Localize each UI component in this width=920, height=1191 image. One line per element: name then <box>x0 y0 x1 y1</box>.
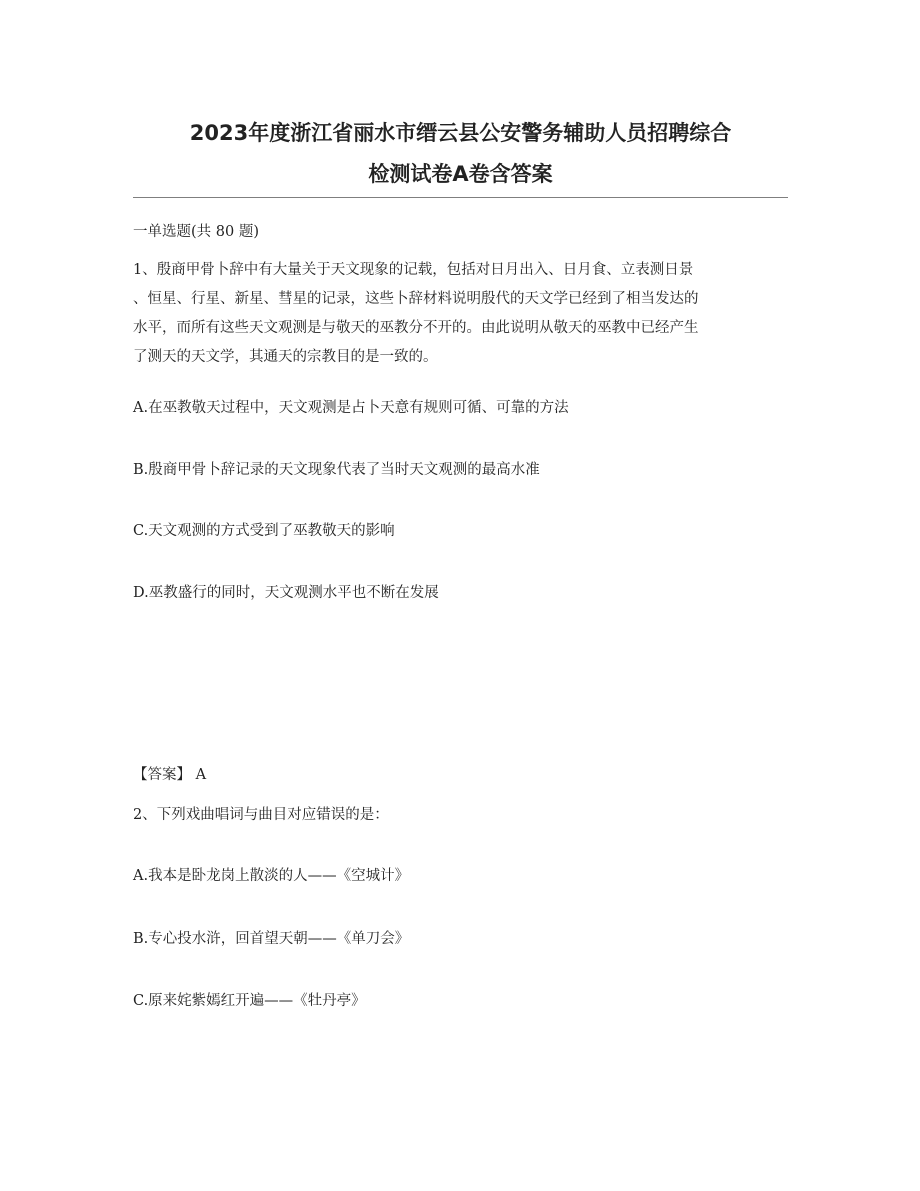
section-heading: 一单选题(共 80 题) <box>133 224 259 240</box>
title-divider <box>133 197 788 198</box>
question-2-option-a: A.我本是卧龙岗上散淡的人——《空城计》 <box>133 868 410 884</box>
question-1-answer: 【答案】 A <box>133 767 207 783</box>
question-2-stem: 2、下列戏曲唱词与曲目对应错误的是： <box>133 807 389 823</box>
question-1-option-b: B.殷商甲骨卜辞记录的天文现象代表了当时天文观测的最高水准 <box>133 462 540 478</box>
question-2-option-c: C.原来姹紫嫣红开遍——《牡丹亭》 <box>133 993 366 1009</box>
question-1-stem-line: 水平，而所有这些天文观测是与敬天的巫教分不开的。由此说明从敬天的巫教中已经产生 <box>133 320 699 336</box>
document-title-line-2: 检测试卷A卷含答案 <box>368 162 553 186</box>
question-1-stem-line: 、恒星、行星、新星、彗星的记录，这些卜辞材料说明殷代的天文学已经到了相当发达的 <box>133 291 699 307</box>
document-title-line-1: 2023年度浙江省丽水市缙云县公安警务辅助人员招聘综合 <box>189 121 732 145</box>
question-1-option-d: D.巫教盛行的同时，天文观测水平也不断在发展 <box>133 585 439 601</box>
question-1-stem <box>133 256 793 372</box>
question-1-stem-line: 1、殷商甲骨卜辞中有大量关于天文现象的记载，包括对日月出入、日月食、立表测日景 <box>133 262 694 278</box>
question-1-option-a: A.在巫教敬天过程中，天文观测是占卜天意有规则可循、可靠的方法 <box>133 400 569 416</box>
question-2-option-b: B.专心投水浒，回首望天朝——《单刀会》 <box>133 931 410 947</box>
question-1-stem-line: 了测天的天文学，其通天的宗教目的是一致的。 <box>133 349 438 365</box>
question-1-option-c: C.天文观测的方式受到了巫教敬天的影响 <box>133 523 395 539</box>
